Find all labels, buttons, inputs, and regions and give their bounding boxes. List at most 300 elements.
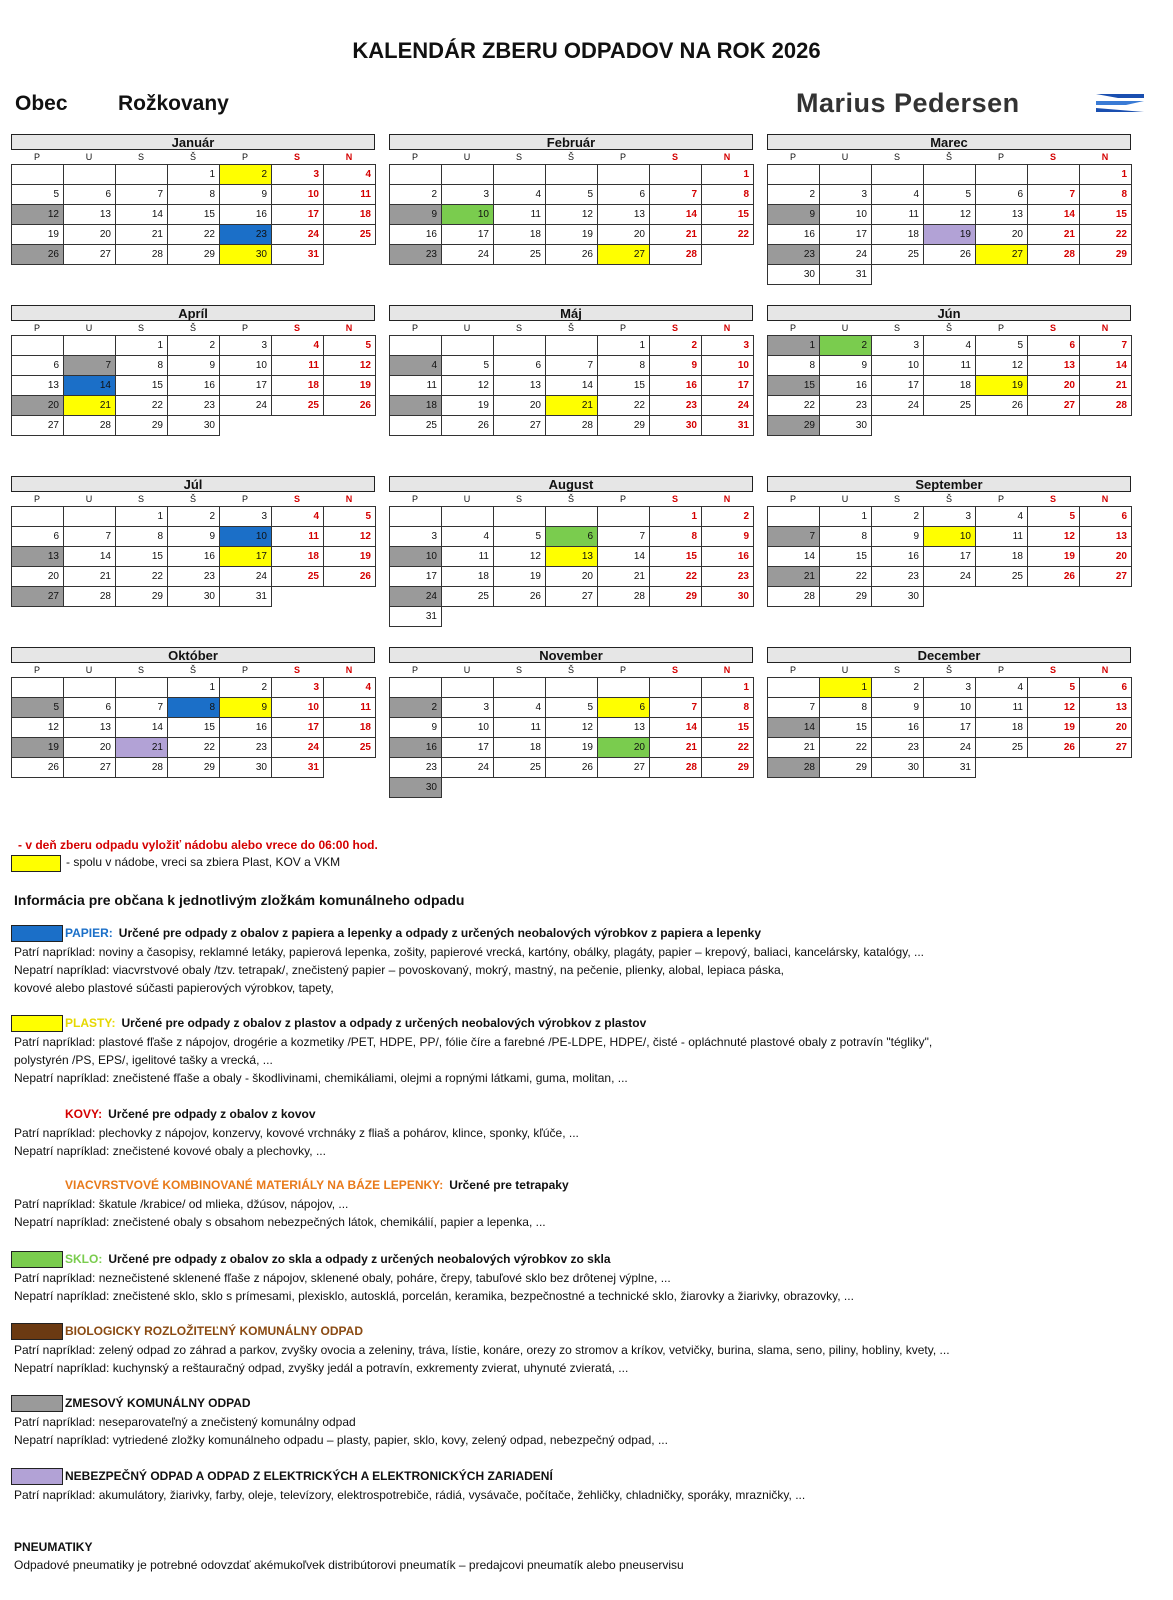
day-cell: 31 [389,606,442,627]
day-cell: 2 [871,677,924,698]
day-cell: 8 [167,184,220,205]
day-cell: 12 [323,526,376,547]
day-cell: 28 [767,586,820,607]
weekday-header [11,663,375,677]
empty-cell [441,506,494,527]
empty-cell [441,164,494,185]
day-cell: 2 [819,335,872,356]
day-cell: 13 [597,204,650,225]
weekday-name: Š [945,665,952,675]
day-cell: 16 [389,224,442,245]
day-cell: 20 [975,224,1028,245]
day-cell: 14 [115,717,168,738]
day-cell: 21 [1079,375,1132,396]
day-cell: 10 [923,526,976,547]
day-cell: 31 [219,586,272,607]
day-cell: 3 [923,506,976,527]
weekday-name: N [723,494,731,504]
day-cell: 14 [63,546,116,567]
day-cell: 28 [597,586,650,607]
empty-cell [11,335,64,356]
weekday-name: P [241,494,248,504]
day-cell: 8 [701,697,754,718]
day-cell: 5 [975,335,1028,356]
weekday-name: S [515,323,522,333]
day-cell: 27 [545,586,598,607]
day-cell: 18 [271,546,324,567]
day-cell: 18 [493,224,546,245]
weekday-header [767,492,1131,506]
day-cell: 30 [767,264,820,285]
day-cell: 19 [493,566,546,587]
day-cell: 16 [219,717,272,738]
month-name: Január [11,134,375,150]
day-cell: 2 [701,506,754,527]
empty-cell [63,335,116,356]
category-7 [11,1394,1131,1449]
day-cell: 7 [115,697,168,718]
day-cell: 14 [649,717,702,738]
empty-cell [63,506,116,527]
day-cell: 10 [441,717,494,738]
day-cell: 7 [767,697,820,718]
day-cell: 20 [1027,375,1080,396]
day-cell: 22 [819,566,872,587]
day-cell: 14 [767,717,820,738]
blank-cell [493,777,545,797]
blank-cell [975,757,1027,777]
day-cell: 24 [271,224,324,245]
month-days [389,335,753,435]
day-cell: 28 [115,757,168,778]
category-1 [11,924,1131,997]
month-days [767,506,1131,606]
day-cell: 17 [441,737,494,758]
weekday-name: S [1049,494,1056,504]
day-cell: 13 [11,546,64,567]
day-cell: 15 [767,375,820,396]
day-cell: 17 [271,717,324,738]
empty-cell [63,677,116,698]
day-cell: 17 [819,224,872,245]
empty-cell [389,164,442,185]
weekday-name: U [463,323,471,333]
day-cell: 12 [975,355,1028,376]
day-cell: 25 [493,244,546,265]
day-cell: 25 [871,244,924,265]
weekday-name: Š [189,665,196,675]
weekday-name: N [723,152,731,162]
category-description: Určené pre odpady z obalov z plastov a odpady z určených neobalových výrobkov z plastov [121,1016,647,1030]
day-cell: 27 [597,244,650,265]
day-cell: 14 [649,204,702,225]
day-cell: 8 [167,697,220,718]
day-cell: 31 [271,757,324,778]
municipality-label: Obec [15,92,68,115]
day-cell: 22 [115,566,168,587]
month-days [11,677,375,777]
day-cell: 2 [767,184,820,205]
month-10 [11,647,375,777]
day-cell: 21 [1027,224,1080,245]
day-cell: 30 [701,586,754,607]
month-name: Marec [767,134,1131,150]
blank-cell [493,606,545,626]
day-cell: 4 [975,506,1028,527]
category-description: Určené pre odpady z obalov zo skla a odpady z určených neobalových výrobkov zo skla [108,1252,611,1266]
weekday-name: N [1101,152,1109,162]
blank-cell [323,415,375,435]
category-description: Určené pre tetrapaky [449,1178,569,1192]
blank-cell [701,244,753,264]
day-cell: 28 [63,415,116,436]
day-cell: 27 [1079,566,1132,587]
day-cell: 20 [1079,717,1132,738]
month-2 [389,134,753,264]
blank-cell [323,757,375,777]
weekday-header [11,321,375,335]
day-cell: 18 [923,375,976,396]
day-cell: 11 [493,717,546,738]
empty-cell [11,164,64,185]
weekday-name: P [619,152,626,162]
weekday-name: P [241,323,248,333]
day-cell: 16 [389,737,442,758]
day-cell: 10 [701,355,754,376]
company-logo-icon [1096,92,1144,114]
empty-cell [493,677,546,698]
day-cell: 17 [923,717,976,738]
day-cell: 24 [389,586,442,607]
month-days [11,164,375,264]
day-cell: 24 [441,757,494,778]
day-cell: 16 [871,546,924,567]
category-name: PAPIER: [65,926,113,940]
weekday-name: Š [567,323,574,333]
day-cell: 27 [493,415,546,436]
month-11 [389,647,753,797]
blank-cell [649,606,701,626]
day-cell: 14 [545,375,598,396]
blank-cell [1079,415,1131,435]
day-cell: 22 [649,566,702,587]
day-cell: 30 [649,415,702,436]
day-cell: 22 [115,395,168,416]
day-cell: 13 [975,204,1028,225]
weekday-name: U [85,494,93,504]
day-cell: 27 [975,244,1028,265]
day-cell: 7 [1079,335,1132,356]
day-cell: 11 [975,526,1028,547]
day-cell: 15 [167,717,220,738]
day-cell: 13 [63,204,116,225]
day-cell: 5 [323,506,376,527]
weekday-name: Š [945,494,952,504]
month-name: Október [11,647,375,663]
day-cell: 18 [389,395,442,416]
day-cell: 13 [1079,526,1132,547]
day-cell: 26 [323,395,376,416]
day-cell: 7 [1027,184,1080,205]
category-name: PLASTY: [65,1016,116,1030]
day-cell: 8 [115,526,168,547]
day-cell: 19 [323,546,376,567]
weekday-name: S [293,494,300,504]
empty-cell [545,164,598,185]
day-cell: 3 [441,184,494,205]
blank-cell [597,777,649,797]
category-detail-line: Patrí napríklad: plechovky z nápojov, konzervy, kovové vrchnáky z fliaš a pohárov, klince, sponky, kľúče, ... [14,1126,579,1140]
weekday-name: U [85,665,93,675]
day-cell: 3 [871,335,924,356]
day-cell: 23 [649,395,702,416]
day-cell: 1 [597,335,650,356]
day-cell: 6 [11,355,64,376]
day-cell: 30 [219,757,272,778]
day-cell: 22 [1079,224,1132,245]
day-cell: 1 [767,335,820,356]
weekday-name: N [1101,665,1109,675]
day-cell: 10 [219,355,272,376]
weekday-name: U [463,494,471,504]
category-detail-line: Patrí napríklad: zelený odpad zo záhrad a parkov, zvyšky ovocia a zeleniny, tráva, lístie, konáre, orezy zo stromov a kríkov, vetvičky, burina, slama, seno, piliny, hobliny, kvety, ... [14,1343,950,1357]
weekday-name: P [411,152,418,162]
empty-cell [819,164,872,185]
weekday-name: P [33,323,40,333]
day-cell: 26 [1027,737,1080,758]
weekday-name: S [1049,323,1056,333]
month-name: November [389,647,753,663]
weekday-name: P [997,494,1004,504]
day-cell: 25 [441,586,494,607]
weekday-name: S [137,494,144,504]
empty-cell [11,677,64,698]
day-cell: 15 [649,546,702,567]
weekday-name: P [997,665,1004,675]
empty-cell [649,677,702,698]
month-name: August [389,476,753,492]
tyres-text: Odpadové pneumatiky je potrebné odovzdať akémukoľvek distribútorovi pneumatík – predajcovi pneumatík alebo pneuservisu [14,1558,684,1572]
day-cell: 15 [115,375,168,396]
month-name: Jún [767,305,1131,321]
day-cell: 5 [923,184,976,205]
day-cell: 25 [271,395,324,416]
weekday-name: U [841,665,849,675]
category-3 [11,1105,1131,1160]
weekday-name: U [85,152,93,162]
category-detail-line: Patrí napríklad: škatule /krabice/ od mlieka, džúsov, nápojov, ... [14,1197,349,1211]
day-cell: 9 [167,355,220,376]
day-cell: 29 [597,415,650,436]
category-detail-line: Patrí napríklad: noviny a časopisy, reklamné letáky, papierová lepenka, zošity, papierové vrecká, kartóny, obálky, plagáty, papier – krepový, baliaci, kancelársky, katalógy, ... [14,945,925,959]
blank-cell [597,606,649,626]
day-cell: 25 [975,566,1028,587]
day-cell: 17 [219,546,272,567]
category-detail-line: Patrí napríklad: akumulátory, žiarivky, farby, oleje, televízory, elektrospotrebiče, rádiá, vysávače, počítače, žehličky, chladničky, sporáky, mrazničky, ... [14,1488,806,1502]
day-cell: 21 [545,395,598,416]
weekday-name: N [345,323,353,333]
weekday-name: Š [567,494,574,504]
day-cell: 18 [871,224,924,245]
day-cell: 2 [389,184,442,205]
weekday-name: S [893,323,900,333]
weekday-name: U [85,323,93,333]
day-cell: 1 [1079,164,1132,185]
day-cell: 2 [167,506,220,527]
weekday-name: P [241,665,248,675]
day-cell: 29 [115,586,168,607]
day-cell: 26 [923,244,976,265]
day-cell: 5 [323,335,376,356]
day-cell: 2 [389,697,442,718]
blank-cell [1027,757,1079,777]
day-cell: 17 [441,224,494,245]
day-cell: 24 [923,737,976,758]
weekday-name: S [137,323,144,333]
day-cell: 9 [219,697,272,718]
weekday-header [767,150,1131,164]
blank-cell [271,586,323,606]
day-cell: 28 [649,757,702,778]
blank-cell [323,586,375,606]
empty-cell [493,164,546,185]
day-cell: 8 [819,697,872,718]
weekday-name: S [137,665,144,675]
day-cell: 31 [271,244,324,265]
day-cell: 11 [441,546,494,567]
day-cell: 6 [493,355,546,376]
day-cell: 25 [923,395,976,416]
legend-text: - spolu v nádobe, vreci sa zbiera Plast, KOV a VKM [66,855,341,869]
day-cell: 3 [701,335,754,356]
day-cell: 3 [441,697,494,718]
day-cell: 15 [1079,204,1132,225]
municipality-name: Rožkovany [118,92,229,115]
day-cell: 12 [1027,526,1080,547]
page-title: KALENDÁR ZBERU ODPADOV NA ROK 2026 [352,38,821,63]
day-cell: 15 [701,717,754,738]
blank-cell [923,415,975,435]
day-cell: 22 [167,224,220,245]
day-cell: 20 [11,395,64,416]
day-cell: 7 [597,526,650,547]
day-cell: 6 [63,697,116,718]
weekday-name: S [293,152,300,162]
day-cell: 29 [819,757,872,778]
empty-cell [389,335,442,356]
day-cell: 20 [597,224,650,245]
day-cell: 29 [767,415,820,436]
weekday-name: N [723,665,731,675]
empty-cell [597,164,650,185]
day-cell: 9 [819,355,872,376]
day-cell: 5 [1027,677,1080,698]
day-cell: 2 [219,164,272,185]
month-1 [11,134,375,264]
day-cell: 15 [167,204,220,225]
weekday-name: N [345,494,353,504]
day-cell: 18 [271,375,324,396]
weekday-name: N [723,323,731,333]
day-cell: 26 [323,566,376,587]
day-cell: 18 [493,737,546,758]
month-4 [11,305,375,435]
weekday-name: N [1101,323,1109,333]
day-cell: 16 [219,204,272,225]
month-name: September [767,476,1131,492]
weekday-name: P [411,494,418,504]
day-cell: 12 [1027,697,1080,718]
day-cell: 28 [649,244,702,265]
day-cell: 5 [493,526,546,547]
day-cell: 3 [271,164,324,185]
category-swatch [11,1251,63,1268]
day-cell: 1 [819,677,872,698]
day-cell: 28 [115,244,168,265]
weekday-name: S [515,494,522,504]
day-cell: 24 [441,244,494,265]
day-cell: 11 [323,184,376,205]
empty-cell [493,506,546,527]
day-cell: 18 [441,566,494,587]
category-2 [11,1014,1131,1087]
month-days [767,164,1131,284]
day-cell: 17 [701,375,754,396]
weekday-name: U [463,152,471,162]
day-cell: 11 [271,355,324,376]
day-cell: 18 [323,717,376,738]
day-cell: 11 [975,697,1028,718]
day-cell: 19 [975,375,1028,396]
month-days [767,335,1131,435]
day-cell: 19 [545,737,598,758]
day-cell: 12 [323,355,376,376]
month-name: Apríl [11,305,375,321]
day-cell: 6 [545,526,598,547]
day-cell: 23 [871,566,924,587]
month-days [389,506,753,626]
day-cell: 10 [441,204,494,225]
month-12 [767,647,1131,777]
day-cell: 21 [767,737,820,758]
day-cell: 7 [63,355,116,376]
day-cell: 4 [871,184,924,205]
day-cell: 19 [11,737,64,758]
day-cell: 13 [597,717,650,738]
category-detail-line: Patrí napríklad: neznečistené sklenené fľaše z nápojov, sklenené obaly, poháre, črepy, tabuľové sklo bez drôtenej výplne, ... [14,1271,671,1285]
empty-cell [545,335,598,356]
blank-cell [1079,586,1131,606]
day-cell: 4 [975,677,1028,698]
weekday-name: N [1101,494,1109,504]
category-name: VIACVRSTVOVÉ KOMBINOVANÉ MATERIÁLY NA BÁZE LEPENKY: [65,1178,444,1192]
category-name: SKLO: [65,1252,103,1266]
empty-cell [871,164,924,185]
day-cell: 10 [271,697,324,718]
day-cell: 16 [819,375,872,396]
day-cell: 19 [441,395,494,416]
month-days [389,164,753,264]
day-cell: 16 [701,546,754,567]
blank-cell [701,777,753,797]
weekday-name: S [1049,152,1056,162]
month-days [389,677,753,797]
weekday-name: Š [189,323,196,333]
weekday-name: S [893,152,900,162]
day-cell: 26 [11,244,64,265]
day-cell: 12 [545,717,598,738]
day-cell: 21 [649,737,702,758]
